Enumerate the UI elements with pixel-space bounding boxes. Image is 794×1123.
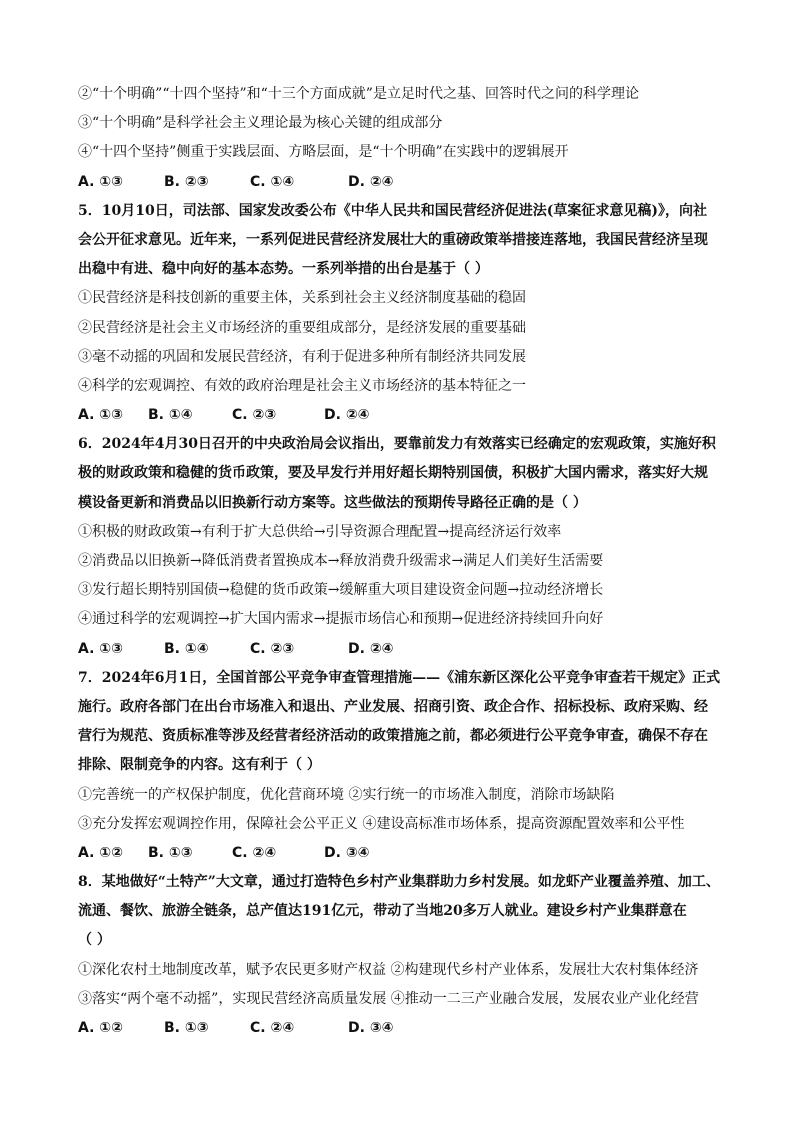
q5-statement-3: ③毫不动摇的巩固和发展民营经济，有利于促进多种所有制经济共同发展 — [78, 348, 526, 365]
q6-statement-2: ②消费品以旧换新→降低消费者置换成本→释放消费升级需求→满足人们美好生活需要 — [78, 553, 604, 569]
q6-option-d: D. ②④ — [348, 640, 394, 657]
q5-option-a: A. ①③ — [78, 407, 123, 424]
q6-option-a: A. ①③ — [78, 640, 123, 657]
q4-options — [78, 168, 724, 197]
q6-options — [78, 635, 724, 664]
q4-statement-3: ③“十个明确”是科学社会主义理论最为核心关键的组成部分 — [78, 115, 443, 132]
q6-stem-line-3: 模设备更新和消费品以旧换新行动方案等。这些做法的预期传导路径正确的是（ ） — [78, 494, 587, 511]
q6-statement-3: ③发行超长期特别国债→稳健的货币政策→缓解重大项目建设资金问题→拉动经济增长 — [78, 582, 604, 599]
q4-option-a: A. ①③ — [78, 173, 123, 190]
q7-option-a: A. ①② — [78, 844, 123, 861]
q5-option-b: B. ①④ — [148, 407, 193, 424]
q6-statement-1: ①积极的财政政策→有利于扩大总供给→引导资源合理配置→提高经济运行效率 — [78, 523, 562, 540]
q7-option-c: C. ②④ — [232, 844, 277, 861]
q5-statement-1: ①民营经济是科技创新的重要主体，关系到社会主义经济制度基础的稳固 — [78, 290, 526, 307]
q8-option-d: D. ③④ — [348, 1020, 394, 1036]
q5-stem-line-3: 出稳中有进、稳中向好的基本态势。一系列举措的出台是基于（ ） — [78, 261, 489, 278]
q8-option-a: A. ①② — [78, 1020, 123, 1036]
q4-statement-2: ②“十个明确”“十四个坚持”和“十三个方面成就”是立足时代之基、回答时代之问的科学理论 — [78, 86, 639, 102]
q6-option-b: B. ①④ — [164, 640, 209, 657]
q5-statement-4: ④科学的宏观调控、有效的政府治理是社会主义市场经济的基本特征之一 — [78, 377, 526, 394]
q6-option-c: C. ②③ — [250, 640, 295, 657]
q5-option-d: D. ②④ — [324, 407, 370, 424]
q7-stem-line-3: 营行为规范、资质标准等涉及经营者经济活动的政策措施之前，都必须进行公平竞争审查，确保不存在 — [78, 728, 708, 745]
q5-option-c: C. ②③ — [232, 407, 277, 424]
q8-stem-line-2: 流通、餐饮、旅游全链条，总产值达191亿元，带动了当地20多万人就业。建设乡村产业集群意在 — [78, 903, 687, 920]
q7-option-b: B. ①③ — [148, 844, 193, 861]
q8-stem-line-1: 8．某地做好“土特产”大文章，通过打造特色乡村产业集群助力乡村发展。如龙虾产业覆盖养殖、加工、 — [78, 874, 720, 891]
q4-statement-4: ④“十四个坚持”侧重于实践层面、方略层面，是“十个明确”在实践中的逻辑展开 — [78, 144, 569, 161]
q6-stem-line-2: 极的财政政策和稳健的货币政策，要及早发行并用好超长期特别国债，积极扩大国内需求，落实好大规 — [78, 465, 708, 482]
q7-statements-1-2: ①完善统一的产权保护制度，优化营商环境 ②实行统一的市场准入制度，消除市场缺陷 — [78, 786, 615, 803]
q8-statements-3-4: ③落实“两个毫不动摇”，实现民营经济高质量发展 ④推动一二三产业融合发展，发展农业产业化经营 — [78, 990, 699, 1007]
q4-option-d: D. ②④ — [348, 173, 394, 190]
q7-stem-line-2: 施行。政府各部门在出台市场准入和退出、产业发展、招商引资、政企合作、招标投标、政府采购、经 — [78, 698, 708, 715]
q8-option-c: C. ②④ — [250, 1020, 295, 1036]
exam-page — [78, 80, 724, 1043]
q8-stem-line-3: （ ） — [78, 932, 111, 949]
q7-options — [78, 839, 724, 868]
q5-statement-2: ②民营经济是社会主义市场经济的重要组成部分，是经济发展的重要基础 — [78, 319, 526, 336]
q7-stem-line-4: 排除、限制竞争的内容。这有利于（ ） — [78, 757, 321, 774]
q8-option-b: B. ①③ — [164, 1020, 209, 1036]
q6-stem-line-1: 6．2024年4月30日召开的中央政治局会议指出，要靠前发力有效落实已经确定的宏观政策，实施好积 — [78, 436, 716, 453]
q8-options — [78, 1014, 724, 1043]
q4-option-c: C. ①④ — [250, 173, 295, 190]
q7-option-d: D. ③④ — [324, 844, 370, 861]
q8-statements-1-2: ①深化农村土地制度改革，赋予农民更多财产权益 ②构建现代乡村产业体系，发展壮大农村集体经济 — [78, 961, 699, 978]
q6-statement-4: ④通过科学的宏观调控→扩大国内需求→提振市场信心和预期→促进经济持续回升向好 — [78, 611, 604, 628]
q4-option-b: B. ②③ — [164, 173, 209, 190]
q7-statements-3-4: ③充分发挥宏观调控作用，保障社会公平正义 ④建设高标准市场体系，提高资源配置效率和公平性 — [78, 815, 685, 832]
q5-options — [78, 401, 724, 430]
q7-stem-line-1: 7．2024年6月1日，全国首部公平竞争审查管理措施——《浦东新区深化公平竞争审查若干规定》正式 — [78, 669, 721, 686]
q5-stem-line-2: 会公开征求意见。近年来，一系列促进民营经济发展壮大的重磅政策举措接连落地，我国民营经济呈现 — [78, 231, 708, 248]
q5-stem-line-1: 5．10月10日，司法部、国家发改委公布《中华人民共和国民营经济促进法(草案征求意见稿)》，向社 — [78, 202, 707, 219]
